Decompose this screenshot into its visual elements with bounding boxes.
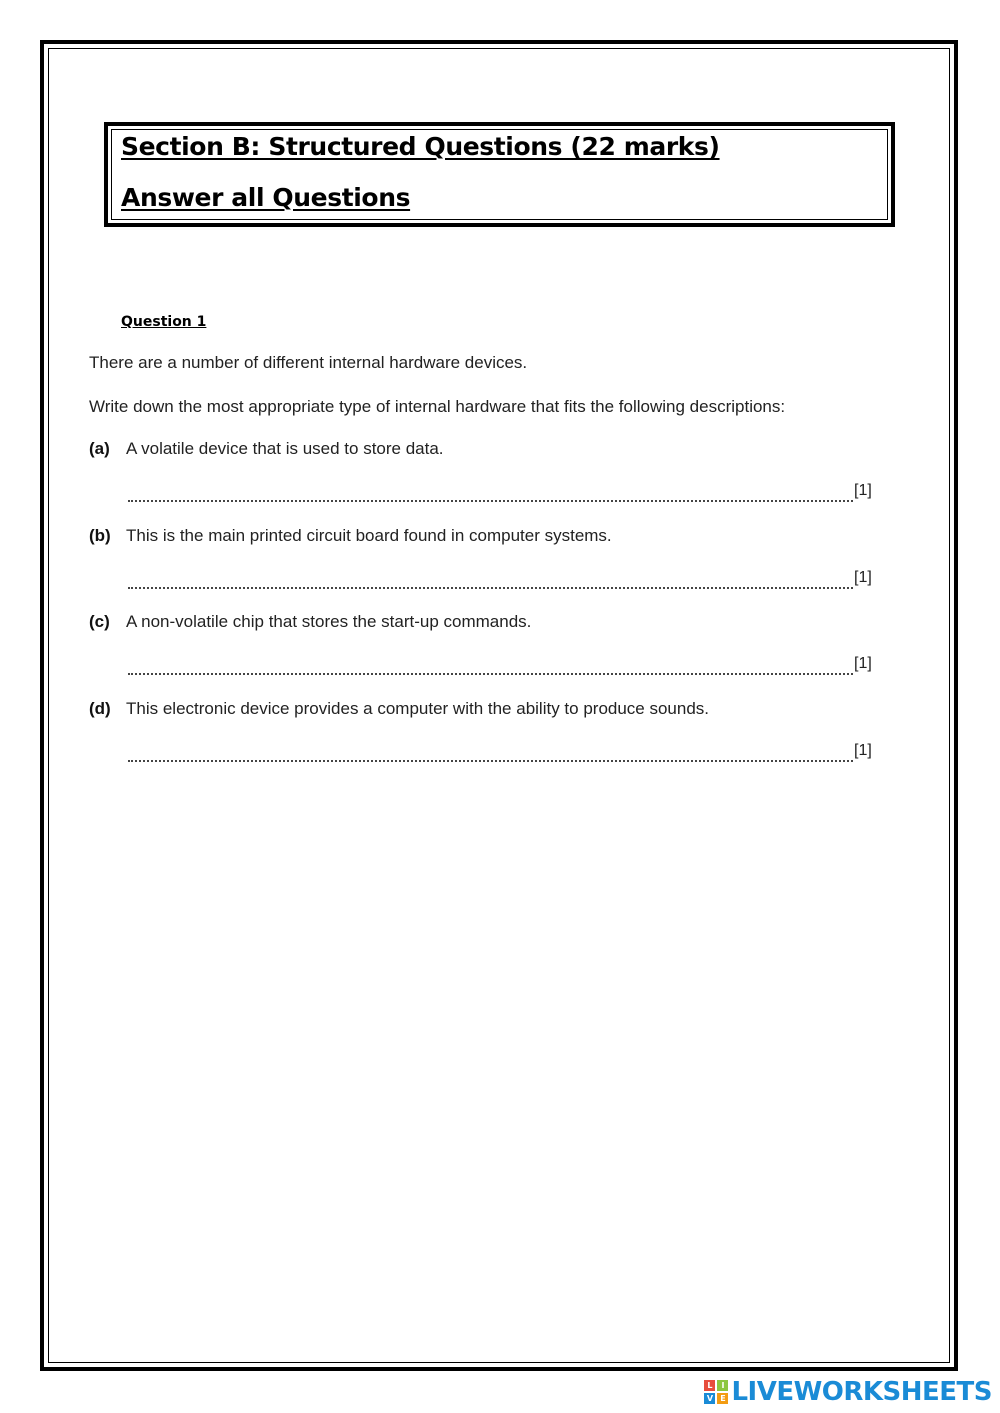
part-text: A non-volatile chip that stores the start-up commands. [126,612,532,631]
part-text: This electronic device provides a computer with the ability to produce sounds. [126,699,710,718]
answer-line-c[interactable] [128,659,853,675]
answer-line-d[interactable] [128,746,853,762]
answer-line-a[interactable] [128,486,853,502]
question-part-b [89,526,889,606]
part-label: (a) [89,439,110,458]
part-text: This is the main printed circuit board found in computer systems. [126,526,612,545]
section-title: Section B: Structured Questions (22 marks) [121,132,720,161]
logo-letter: V [704,1393,715,1404]
logo-letter: L [704,1380,715,1391]
section-subtitle: Answer all Questions [121,183,411,212]
part-mark: [1] [854,569,872,586]
question-intro: There are a number of different internal hardware devices. [89,353,528,372]
logo-mark-icon [704,1380,728,1404]
liveworksheets-logo [704,1375,992,1409]
part-label: (b) [89,526,111,545]
part-label: (d) [89,699,111,718]
question-part-d [89,699,889,779]
part-mark: [1] [854,655,872,672]
part-label: (c) [89,612,110,631]
part-mark: [1] [854,742,872,759]
question-instruction: Write down the most appropriate type of internal hardware that fits the following descriptions: [89,397,786,416]
logo-letter: E [717,1393,728,1404]
logo-text: LIVEWORKSHEETS [731,1377,992,1407]
logo-letter: I [717,1380,728,1391]
question-heading: Question 1 [121,314,207,330]
answer-line-b[interactable] [128,573,853,589]
question-part-a [89,439,889,519]
part-text: A volatile device that is used to store data. [126,439,444,458]
question-part-c [89,612,889,692]
part-mark: [1] [854,482,872,499]
